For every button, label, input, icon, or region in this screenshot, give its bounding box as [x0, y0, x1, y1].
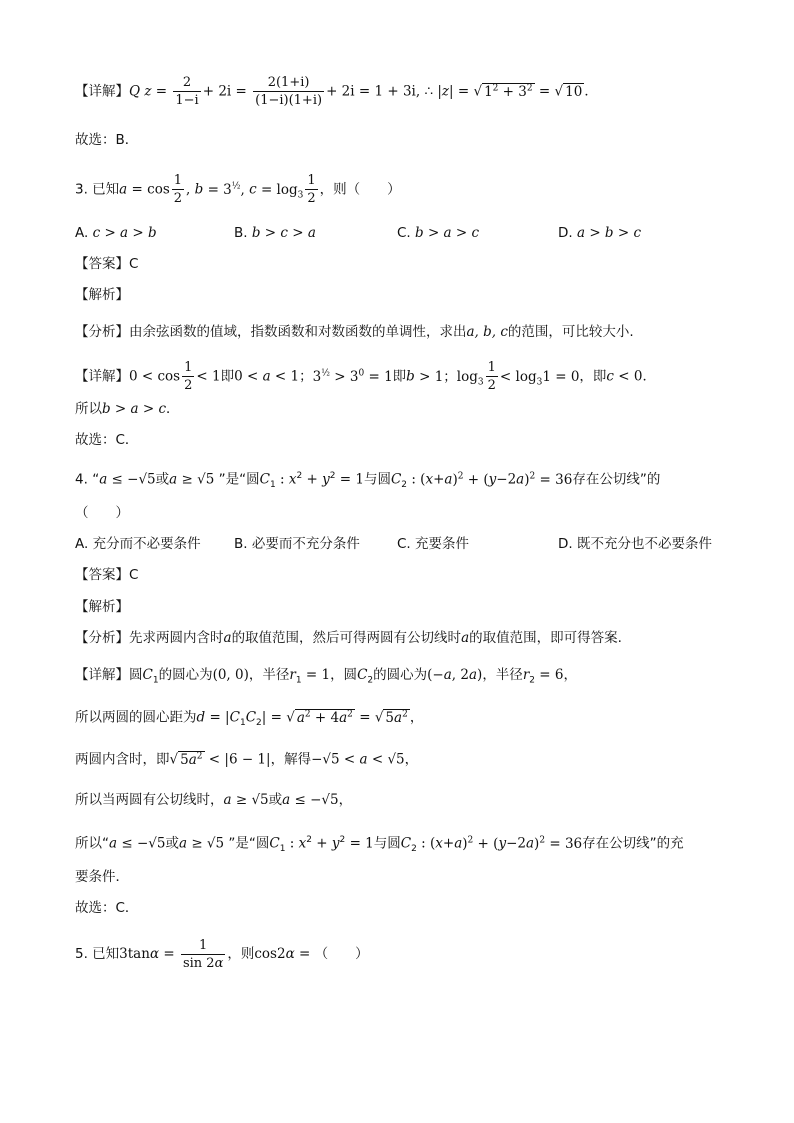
- q3-conclusion: 所以b > a > c．: [75, 401, 180, 417]
- q4-detail-1: 【详解】圆$C_1$的圆心为(0, 0)，半径$r_1 = 1$，圆$C_2$的圆心为(−a, 2a)，半径$r_2 = 6$，: [75, 667, 577, 686]
- q3-choice: 故选：C．: [75, 432, 139, 448]
- q4-detail-2: 所以两圆的圆心距为$d = |C_1C_2|$ = √ $a^2 + 4a^2$ = √ $5a^2$ ，: [75, 709, 424, 729]
- q4-option-b[interactable]: B. 必要而不充分条件: [234, 536, 360, 552]
- q4-detail-5: 所以“a ≤ −√5或a ≥ √5 ”是“圆$C_1$ : $x^2 + y^2 = 1$与圆$C_2$ : $(x+a)^2 + (y-2a)^2 = 36$存在公切线”的充: [75, 835, 684, 855]
- q4-analysis: 【分析】先求两圆内含时a的取值范围，然后可得两圆有公切线时a的取值范围，即可得答案.: [75, 630, 622, 646]
- q3-option-b[interactable]: B. b > c > a: [234, 225, 316, 241]
- q4-choice: 故选：C．: [75, 900, 139, 916]
- q3-analysis: 【分析】由余弦函数的值域，指数函数和对数函数的单调性，求出a, b, c的范围，可比较大小.: [75, 324, 634, 340]
- q4-option-d[interactable]: D. 既不充分也不必要条件: [558, 536, 712, 552]
- q4-stem: 4. “a ≤ −√5或a ≥ √5 ”是“圆$C_1$ : $x^2 + y^2 = 1$与圆$C_2$ : $(x+a)^2 + (y-2a)^2 = 36$存在公切线”的: [75, 471, 661, 491]
- q5-stem: 5. 已知3tanα = $\frac{1}{\sin 2\alpha}$ ，则cos2α = （ ）: [75, 937, 369, 971]
- detail-label: 【详解】: [75, 83, 129, 100]
- q4-answer: 【答案】C: [75, 567, 139, 583]
- q4-analysis-heading: 【解析】: [75, 599, 129, 615]
- q3-option-a[interactable]: A. c > a > b: [75, 225, 157, 241]
- q3-answer: 【答案】C: [75, 256, 139, 272]
- q3-analysis-heading: 【解析】: [75, 287, 129, 303]
- q4-detail-6: 要条件．: [75, 869, 129, 885]
- q2-detail-line: 【详解】Q z = $\frac{2}{1-i}$ + 2i = $\frac{2(1+i)}{(1-i)(1+i)}$ + 2i = 1 + 3i, ∴ |z| = √ $1^2 + 3^2$ = √ 10 ．: [75, 75, 598, 108]
- q3-option-c[interactable]: C. b > a > c: [397, 225, 480, 241]
- q2-choice: 故选：B．: [75, 132, 139, 148]
- q3-detail: 【详解】0 < cos $\frac{1}{2}$ < 1即0 < a < 1；$3^{\frac{1}{2}} > 3^0 = 1$即b > 1；$\log_3$ $\frac{1}{2}$ < $\log_31 = 0$，即c < 0．: [75, 360, 656, 393]
- q4-option-a[interactable]: A. 充分而不必要条件: [75, 536, 201, 552]
- q3-option-d[interactable]: D. a > b > c: [558, 225, 642, 241]
- q4-detail-3: 两圆内含时，即√ $5a^2 < |6 - 1|$，解得−√5 < a < √5，: [75, 751, 419, 768]
- q4-option-c[interactable]: C. 充要条件: [397, 536, 470, 552]
- q4-paren: （ ）: [75, 505, 129, 521]
- q4-detail-4: 所以当两圆有公切线时，a ≥ √5或a ≤ −√5，: [75, 792, 353, 808]
- q3-stem: 3. 已知a = cos $\frac{1}{2}$ , $b = 3^{\frac{1}{2}}$, $c = \log_3$ $\frac{1}{2}$ ，则（ ）: [75, 173, 401, 206]
